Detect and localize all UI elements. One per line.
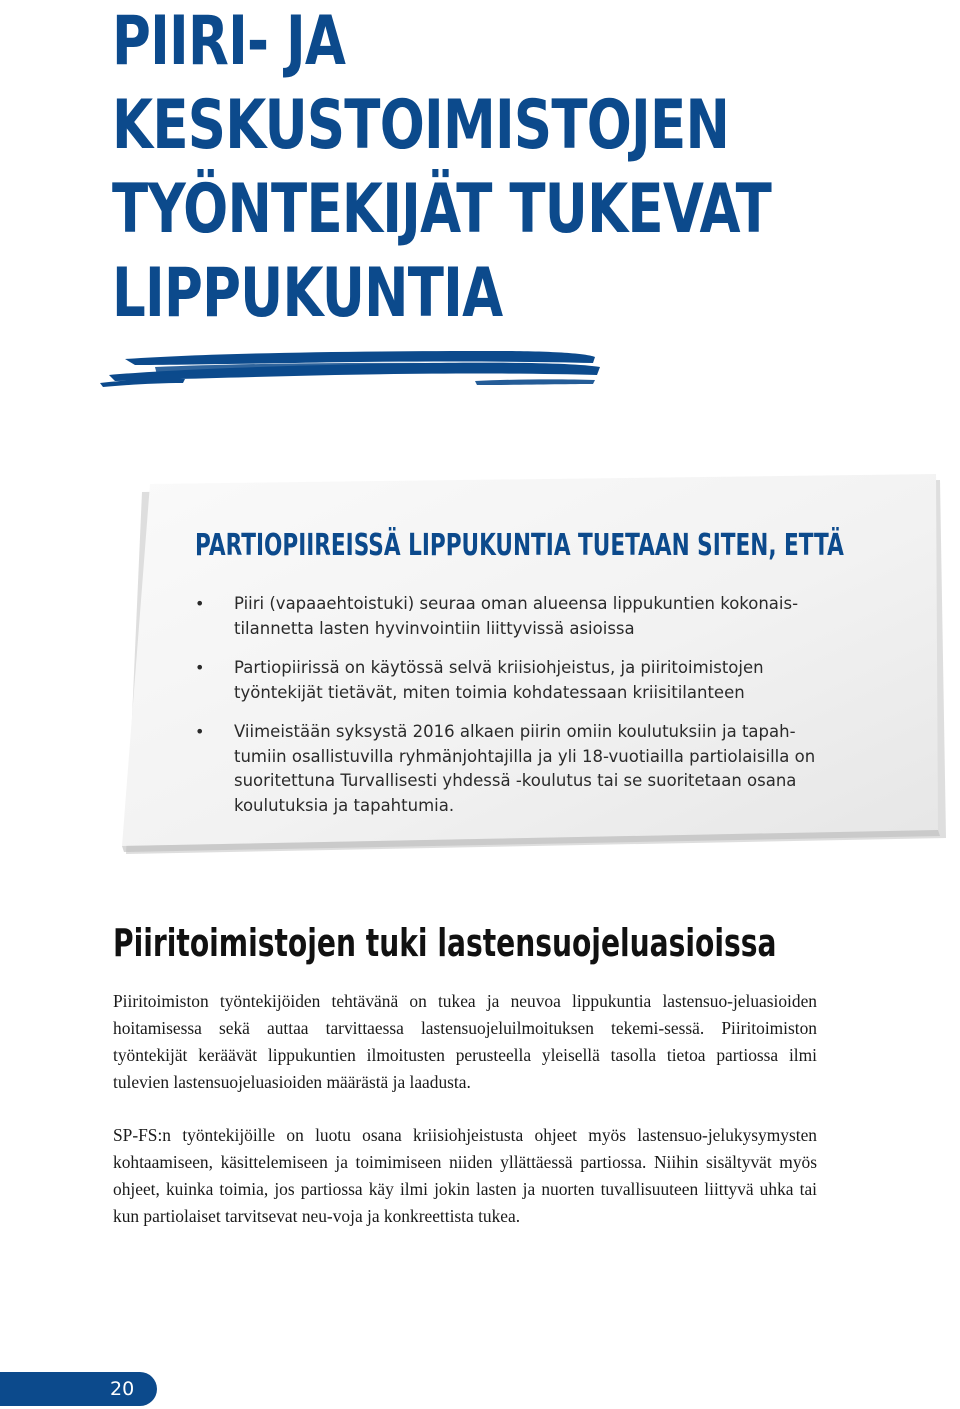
title-line: LIPPUKUNTIA [112, 254, 503, 333]
brush-stroke-decoration [95, 345, 605, 393]
note-bullet-list [195, 592, 835, 833]
title-line: TYÖNTEKIJÄT TUKEVAT [112, 170, 772, 249]
page-title [112, 0, 772, 336]
list-item [195, 656, 835, 705]
note-box-title: PARTIOPIIREISSÄ LIPPUKUNTIA TUETAAN SITEN, ETTÄ [195, 528, 844, 563]
list-item-text: Viimeistään syksystä 2016 alkaen piirin omiin koulutuksiin ja tapah-tumiin osallistuvilla ryhmänjohtajilla ja yli 18-vuotiailla partiolaisilla on suoritettuna Turvallisesti yhdessä -koulutus tai se suoritetaan osana koulutuksia ja tapahtumia. [234, 722, 816, 815]
bullet-icon: • [195, 594, 205, 613]
list-item [195, 592, 835, 641]
list-item [195, 720, 835, 818]
page-number: 20 [110, 1378, 135, 1400]
body-paragraph: Piiritoimiston työntekijöiden tehtävänä on tukea ja neuvoa lippukuntia lastensuo-jeluasioiden hoitamisessa sekä auttaa tarvittaessa lastensuojeluilmoituksen tekemi-sessä. Piiritoimiston työntekijät keräävät lippukuntien ilmoitusten perusteella yleisellä tasolla tietoa partiossa ilmi tulevien lastensuojeluasioiden määrästä ja laadusta. [113, 991, 817, 1092]
bullet-icon: • [195, 722, 205, 741]
bullet-icon: • [195, 658, 205, 677]
list-item-text: Piiri (vapaaehtoistuki) seuraa oman alueensa lippukuntien kokonais-tilannetta lasten hyvinvointiin liittyvissä asioissa [234, 594, 799, 638]
section-heading: Piiritoimistojen tuki lastensuojeluasioissa [113, 921, 777, 965]
title-line: PIIRI- JA [112, 2, 346, 81]
body-paragraph: SP-FS:n työntekijöille on luotu osana kriisiohjeistusta ohjeet myös lastensuo-jelukysymysten kohtaamiseen, käsittelemiseen ja toimimiseen niiden yllättäessä partiossa. Niihin sisältyvät myös ohjeet, kuinka toimia, jos partiossa käy ilmi jokin lasten ja nuorten tuvallisuuteen liittyvä uhka tai kun partiolaiset tarvitsevat neu-voja ja konkreettista tukea. [113, 1125, 817, 1226]
title-line: KESKUSTOIMISTOJEN [112, 86, 730, 165]
list-item-text: Partiopiirissä on käytössä selvä kriisiohjeistus, ja piiritoimistojen työntekijät tietävät, miten toimia kohdatessaan kriisitilanteen [234, 658, 764, 702]
